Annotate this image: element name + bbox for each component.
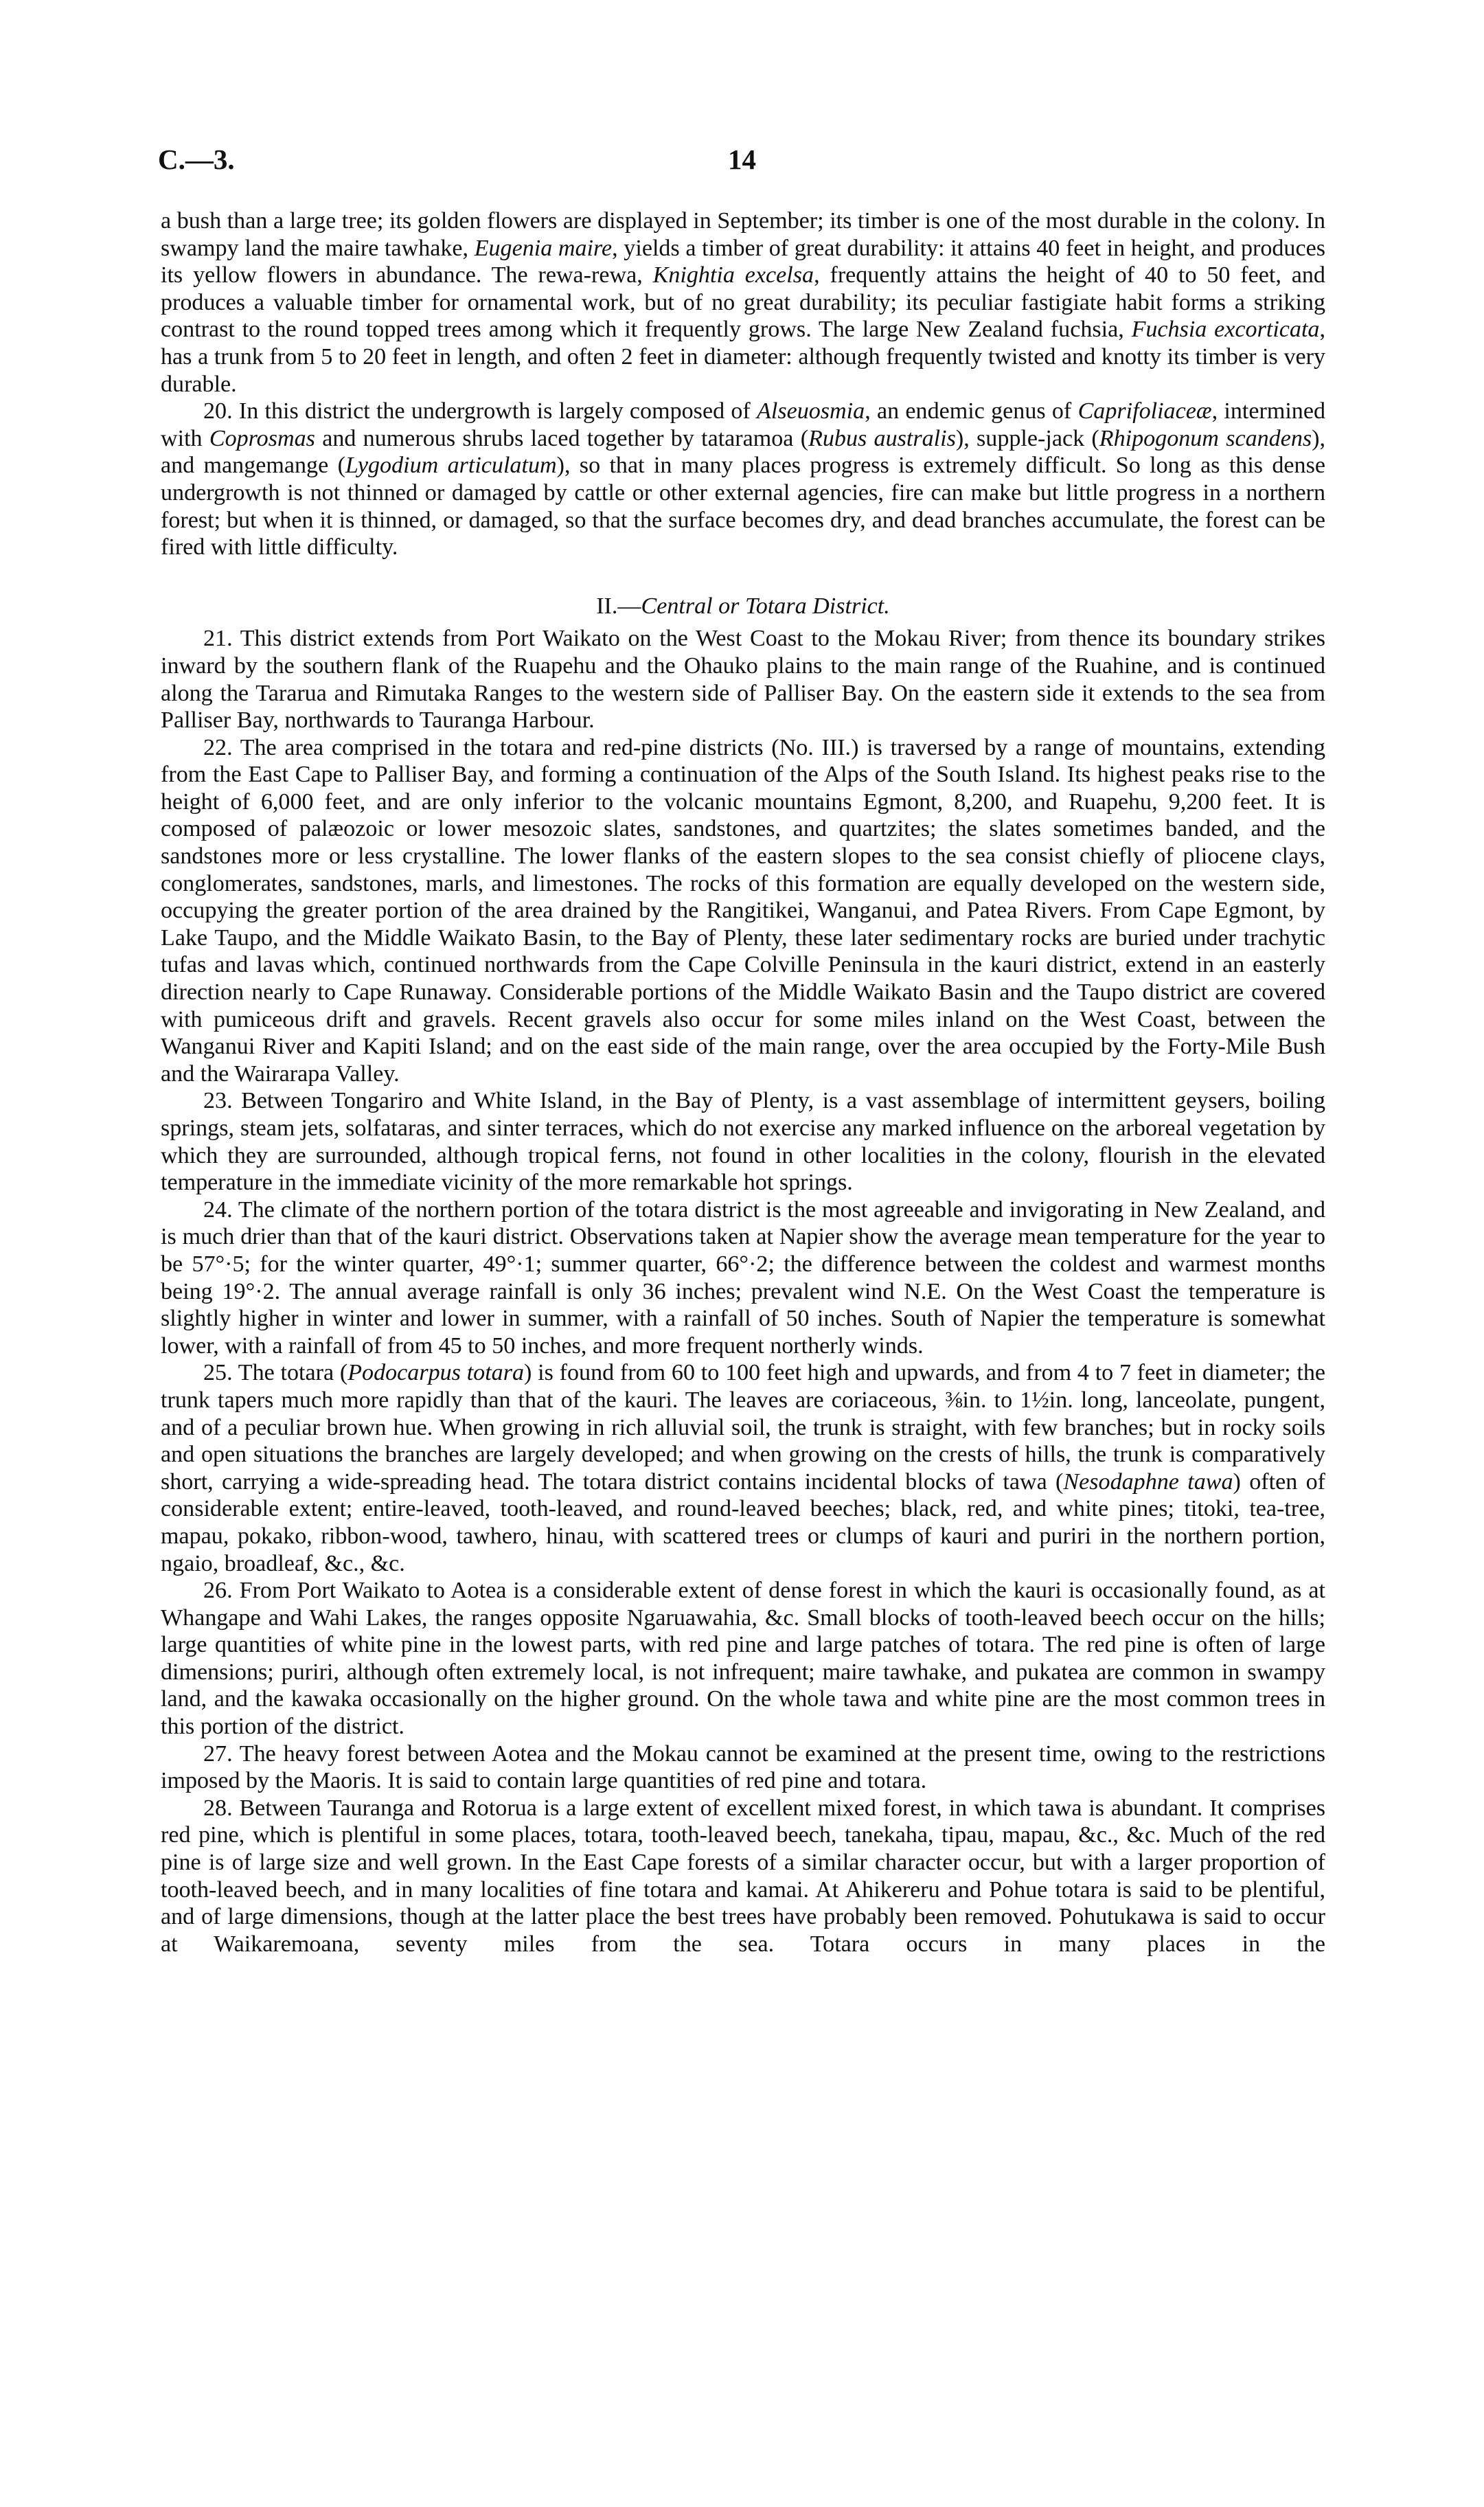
document-reference: C.—3. [158,144,235,175]
paragraph-25: 25. The totara (Podocarpus totara) is found from 60 to 100 feet high and upwards, and from 4 to 7 feet in diameter; the trunk tapers much more rapidly than that of the kauri. The leaves are coriaceous, ⅜in. to 1½in. long, lanceolate, pungent, and of a peculiar brown hue. When growing in rich alluvial soil, the trunk is straight, with few branches; but in rocky soils and open situations the branches are largely developed; and when growing on the crests of hills, the trunk is comparatively short, carrying a wide-spreading head. The totara district contains incidental blocks of tawa (Nesodaphne tawa) often of considerable extent; entire-leaved, tooth-leaved, and round-leaved beeches; black, red, and white pines; titoki, tea-tree, mapau, pokako, ribbon-wood, tawhero, hinau, with scattered trees or clumps of kauri and puriri in the northern portion, ngaio, broadleaf, &c., &c. [161,1360,1325,1576]
paragraph-21: 21. This district extends from Port Waikato on the West Coast to the Mokau River; from thence its boundary strikes inward by the southern flank of the Ruapehu and the Ohauko plains to the main range of the Ruahine, and is continued along the Tararua and Rimutaka Ranges to the western side of Palliser Bay. On the eastern side it extends to the sea from Palliser Bay, northwards to Tauranga Harbour. [161,626,1325,734]
page-header [158,143,1325,184]
paragraph-continued: a bush than a large tree; its golden flowers are displayed in September; its timber is one of the most durable in the colony. In swampy land the maire tawhake, Eugenia maire, yields a timber of great durability: it attains 40 feet in height, and produces its yellow flowers in abundance. The rewa-rewa, Knightia excelsa, frequently attains the height of 40 to 50 feet, and produces a valuable timber for ornamental work, but of no great durability; its peculiar fastigiate habit forms a striking contrast to the round topped trees among which it frequently grows. The large New Zealand fuchsia, Fuchsia excorticata, has a trunk from 5 to 20 feet in length, and often 2 feet in diameter: although frequently twisted and knotty its timber is very durable. [161,208,1325,397]
body-text [161,207,1325,1958]
paragraph-24: 24. The climate of the northern portion of the totara district is the most agreeable and invigorating in New Zealand, and is much drier than that of the kauri district. Observations taken at Napier show the average mean temperature for the year to be 57°·5; for the winter quarter, 49°·1; summer quarter, 66°·2; the difference between the coldest and warmest months being 19°·2. The annual average rainfall is only 36 inches; prevalent wind N.E. On the West Coast the temperature is slightly higher in winter and lower in summer, with a rainfall of 50 inches. South of Napier the temperature is somewhat lower, with a rainfall of from 45 to 50 inches, and more frequent northerly winds. [161,1196,1325,1359]
paragraph-28: 28. Between Tauranga and Rotorua is a large extent of excellent mixed forest, in which tawa is abundant. It comprises red pine, which is plentiful in some places, totara, tooth-leaved beech, tanekaha, tipau, mapau, &c., &c. Much of the red pine is of large size and well grown. In the East Cape forests of a similar character occur, but with a larger proportion of tooth-leaved beech, and in many localities of fine totara and kamai. At Ahikereru and Pohue totara is said to be plentiful, and of large dimensions, though at the latter place the best trees have probably been removed. Pohutukawa is said to occur at Waikaremoana, seventy miles from the sea. Totara occurs in many places in the [161,1795,1325,1957]
page-number: 14 [728,144,756,175]
paragraph-26: 26. From Port Waikato to Aotea is a considerable extent of dense forest in which the kauri is occasionally found, as at Whangape and Wahi Lakes, the ranges opposite Ngaruawahia, &c. Small blocks of tooth-leaved beech occur on the hills; large quantities of white pine in the lowest parts, with red pine and large patches of totara. The red pine is often of large dimensions; puriri, although often extremely local, is not infrequent; maire tawhake, and pukatea are common in swampy land, and the kawaka occasionally on the higher ground. On the whole tawa and white pine are the most common trees in this portion of the district. [161,1578,1325,1740]
paragraph-23: 23. Between Tongariro and White Island, in the Bay of Plenty, is a vast assemblage of intermittent geysers, boiling springs, steam jets, solfataras, and sinter terraces, which do not exercise any marked influence on the arboreal vegetation by which they are surrounded, although tropical ferns, not found in other localities in the colony, flourish in the elevated temperature in the immediate vicinity of the more remarkable hot springs. [161,1088,1325,1196]
section-heading: II.—Central or Totara District. [596,593,890,619]
paragraph-27: 27. The heavy forest between Aotea and the Mokau cannot be examined at the present time, owing to the restrictions imposed by the Maoris. It is said to contain large quantities of red pine and totara. [161,1740,1325,1794]
paragraph-20: 20. In this district the undergrowth is largely composed of Alseuosmia, an endemic genus of Caprifoliaceæ, intermined with Coprosmas and numerous shrubs laced together by tataramoa (Rubus australis), supple-jack (Rhipogonum scandens), and mangemange (Lygodium articulatum), so that in many places progress is extremely difficult. So long as this dense undergrowth is not thinned or damaged by cattle or other external agencies, fire can make but little progress in a northern forest; but when it is thinned, or damaged, so that the surface becomes dry, and dead branches accumulate, the forest can be fired with little difficulty. [161,398,1326,560]
paragraph-22: 22. The area comprised in the totara and red-pine districts (No. III.) is traversed by a range of mountains, extending from the East Cape to Palliser Bay, and forming a continuation of the Alps of the South Island. Its highest peaks rise to the height of 6,000 feet, and are only inferior to the volcanic mountains Egmont, 8,200, and Ruapehu, 9,200 feet. It is composed of palæozoic or lower mesozoic slates, sandstones, and quartzites; the slates sometimes banded, and the sandstones more or less crystalline. The lower flanks of the eastern slopes to the sea consist chiefly of pliocene clays, conglomerates, sandstones, marls, and limestones. The rocks of this formation are equally developed on the western side, occupying the greater portion of the area drained by the Rangitikei, Wanganui, and Patea Rivers. From Cape Egmont, by Lake Taupo, and the Middle Waikato Basin, to the Bay of Plenty, these later sedimentary rocks are buried under trachytic tufas and lavas which, continued northwards from the Cape Colville Peninsula in the kauri district, extend in an easterly direction nearly to Cape Runaway. Considerable portions of the Middle Waikato Basin and the Taupo district are covered with pumiceous drift and gravels. Recent gravels also occur for some miles inland on the West Coast, between the Wanganui River and Kapiti Island; and on the east side of the main range, over the area occupied by the Forty-Mile Bush and the Wairarapa Valley. [161,734,1325,1087]
